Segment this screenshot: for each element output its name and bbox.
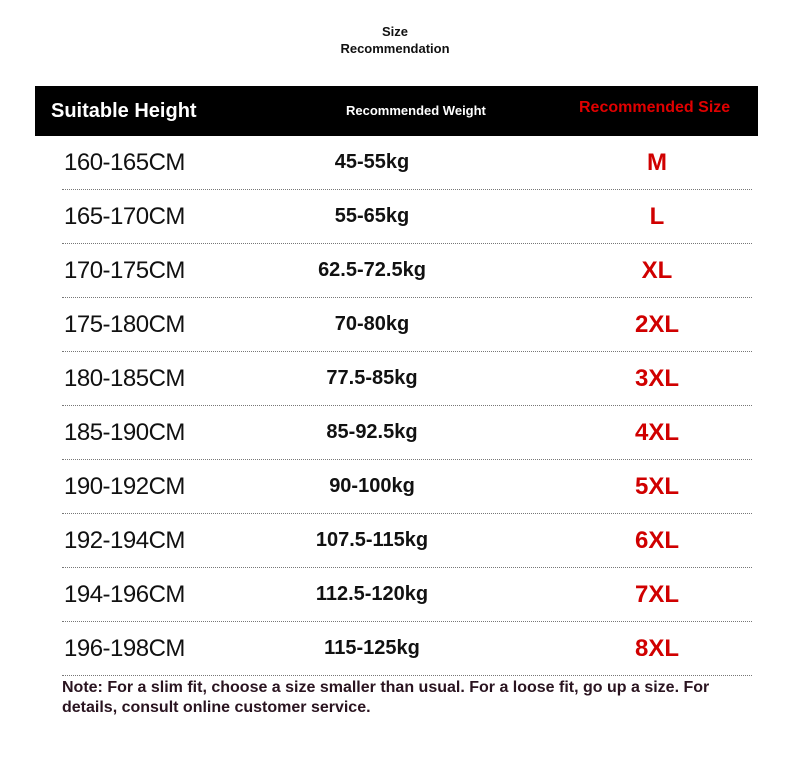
- header-weight: Recommended Weight: [346, 103, 486, 118]
- table-row: [62, 568, 752, 622]
- page-title: [0, 23, 790, 57]
- table-row: [62, 352, 752, 406]
- size-cell: L: [649, 203, 665, 230]
- weight-cell: 115-125kg: [324, 637, 420, 659]
- height-cell: 160-165CM: [64, 149, 185, 176]
- weight-cell: 62.5-72.5kg: [318, 259, 426, 281]
- table-row: [62, 244, 752, 298]
- header-size: Recommended Size: [579, 99, 731, 116]
- height-cell: 165-170CM: [64, 203, 185, 230]
- height-cell: 185-190CM: [64, 419, 185, 446]
- title-line-2: Recommendation: [340, 41, 450, 56]
- weight-cell: 107.5-115kg: [315, 529, 429, 551]
- size-cell: 7XL: [634, 581, 679, 608]
- size-cell: 5XL: [634, 473, 679, 500]
- table-row: [62, 460, 752, 514]
- size-cell: 8XL: [634, 635, 679, 662]
- height-cell: 192-194CM: [64, 527, 185, 554]
- table-row: [62, 190, 752, 244]
- table-row: [62, 622, 752, 676]
- header-height: Suitable Height: [51, 100, 197, 122]
- table-row: [62, 406, 752, 460]
- weight-cell: 90-100kg: [329, 475, 415, 497]
- weight-cell: 45-55kg: [334, 151, 410, 173]
- size-cell: 4XL: [634, 419, 679, 446]
- size-cell: 6XL: [634, 527, 679, 554]
- height-cell: 196-198CM: [64, 635, 185, 662]
- note-text: Note: For a slim fit, choose a size smaller than usual. For a loose fit, go up a size. For details, consult online customer service.: [62, 679, 710, 716]
- height-cell: 194-196CM: [64, 581, 185, 608]
- weight-cell: 85-92.5kg: [326, 421, 418, 443]
- size-table: [0, 136, 790, 676]
- table-header: [35, 86, 758, 136]
- size-cell: 2XL: [634, 311, 679, 338]
- height-cell: 175-180CM: [64, 311, 185, 338]
- table-row: [62, 298, 752, 352]
- size-cell: M: [647, 149, 667, 176]
- weight-cell: 112.5-120kg: [315, 583, 429, 605]
- weight-cell: 70-80kg: [334, 313, 410, 335]
- size-cell: XL: [641, 257, 673, 284]
- height-cell: 190-192CM: [64, 473, 185, 500]
- title-line-1: Size: [381, 24, 408, 39]
- weight-cell: 55-65kg: [334, 205, 410, 227]
- weight-cell: 77.5-85kg: [326, 367, 418, 389]
- height-cell: 170-175CM: [64, 257, 185, 284]
- table-row: [62, 514, 752, 568]
- height-cell: 180-185CM: [64, 365, 185, 392]
- size-cell: 3XL: [634, 365, 679, 392]
- table-row: [62, 136, 752, 190]
